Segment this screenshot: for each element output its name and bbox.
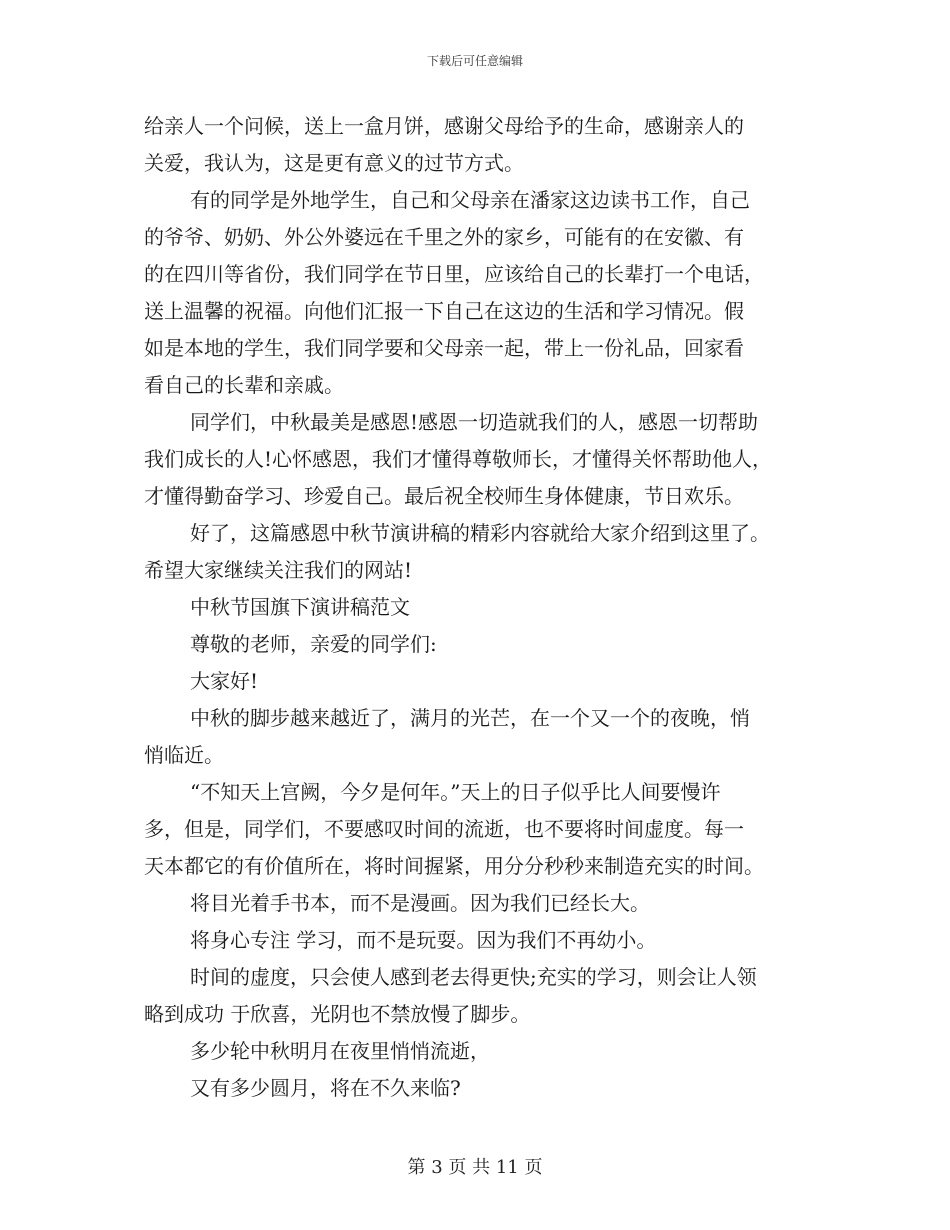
text-line: 将目光着手书本，而不是漫画。因为我们已经长大。 — [190, 891, 650, 915]
text-line: 如是本地的学生，我们同学要和父母亲一起，带上一份礼品，回家看 — [144, 336, 744, 360]
text-line: 才懂得勤奋学习、珍爱自己。最后祝全校师生身体健康，节日欢乐。 — [144, 484, 744, 508]
text-line: 尊敬的老师，亲爱的同学们: — [190, 632, 437, 656]
text-line: 好了，这篇感恩中秋节演讲稿的精彩内容就给大家介绍到这里了。 — [190, 521, 770, 545]
text-line: 中秋的脚步越来越近了，满月的光芒，在一个又一个的夜晚，悄 — [190, 706, 750, 730]
text-line: 关爱，我认为，这是更有意义的过节方式。 — [144, 151, 524, 175]
text-line: 时间的虚度，只会使人感到老去得更快;充实的学习，则会让人领 — [190, 965, 757, 989]
text-line: 将身心专注 学习，而不是玩耍。因为我们不再幼小。 — [190, 928, 657, 952]
text-line: 悄临近。 — [144, 743, 224, 767]
text-line: 有的同学是外地学生，自己和父母亲在潘家这边读书工作，自己 — [190, 188, 750, 212]
page-header: 下载后可任意编辑 — [426, 54, 523, 68]
text-line: 多少轮中秋明月在夜里悄悄流逝， — [190, 1039, 490, 1063]
text-line: 送上温馨的祝福。向他们汇报一下自己在这边的生活和学习情况。假 — [144, 299, 744, 323]
page-footer: 第 3 页 共 11 页 — [407, 1157, 543, 1178]
text-line: 略到成功 于欣喜，光阴也不禁放慢了脚步。 — [144, 1002, 531, 1026]
text-line: 中秋节国旗下演讲稿范文 — [190, 595, 410, 619]
document-body — [144, 108, 814, 1107]
text-line: 又有多少圆月，将在不久来临? — [190, 1076, 461, 1100]
text-line: 的在四川等省份，我们同学在节日里，应该给自己的长辈打一个电话， — [144, 262, 764, 286]
text-line: 我们成长的人!心怀感恩，我们才懂得尊敬师长，才懂得关怀帮助他人， — [144, 447, 773, 471]
text-line: 给亲人一个问候，送上一盒月饼，感谢父母给予的生命，感谢亲人的 — [144, 114, 744, 138]
text-line: 同学们，中秋最美是感恩!感恩一切造就我们的人，感恩一切帮助 — [190, 410, 759, 434]
text-line: 多，但是，同学们，不要感叹时间的流逝，也不要将时间虚度。每一 — [144, 817, 744, 841]
text-line: 天本都它的有价值所在，将时间握紧，用分分秒秒来制造充实的时间。 — [144, 854, 764, 878]
text-line: 希望大家继续关注我们的网站! — [144, 558, 413, 582]
text-line: 大家好! — [190, 669, 259, 693]
text-line: 的爷爷、奶奶、外公外婆远在千里之外的家乡，可能有的在安徽、有 — [144, 225, 744, 249]
text-line: “不知天上宫阙，今夕是何年。”天上的日子似乎比人间要慢许 — [190, 780, 721, 804]
text-line: 看自己的长辈和亲戚。 — [144, 373, 344, 397]
